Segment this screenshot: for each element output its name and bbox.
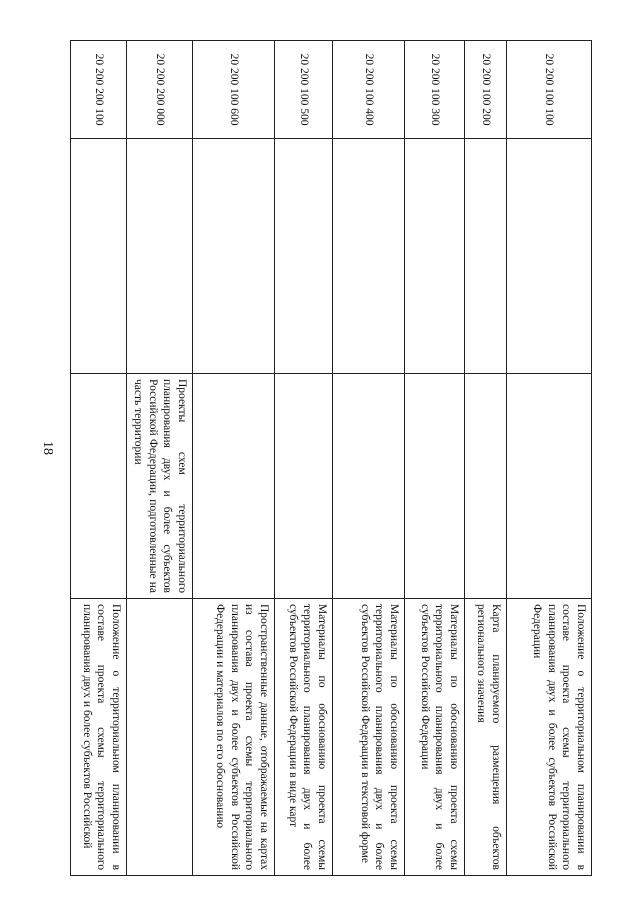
row-name xyxy=(405,374,465,599)
row-code: 20 200 100 600 xyxy=(193,41,275,139)
table-row xyxy=(405,41,465,876)
row-empty-cell xyxy=(507,139,592,374)
row-description: Пространственные данные, отображаемые на картах из состава проекта схемы территориального планирования двух и более субъектов Российской Федерации и материалов по его обоснованию xyxy=(193,599,275,876)
table-row xyxy=(507,41,592,876)
document-table xyxy=(70,40,592,876)
row-empty-cell xyxy=(405,139,465,374)
row-name xyxy=(333,374,405,599)
table-row xyxy=(193,41,275,876)
row-name xyxy=(71,374,127,599)
row-code: 20 200 100 500 xyxy=(275,41,333,139)
row-name xyxy=(465,374,507,599)
row-code: 20 200 200 100 xyxy=(71,41,127,139)
row-code: 20 200 100 400 xyxy=(333,41,405,139)
row-name xyxy=(193,374,275,599)
row-description: Материалы по обоснованию проекта схемы территориального планирования двух и более субъектов Российской Федерации в виде карт xyxy=(275,599,333,876)
row-empty-cell xyxy=(275,139,333,374)
table-row xyxy=(465,41,507,876)
row-name xyxy=(275,374,333,599)
row-empty-cell xyxy=(193,139,275,374)
row-description: Положение о территориальном планировании в составе проекта схемы территориального планирования двух и более субъектов Российской xyxy=(71,599,127,876)
row-code: 20 200 100 200 xyxy=(465,41,507,139)
table-row xyxy=(71,41,127,876)
table-row xyxy=(275,41,333,876)
row-name: Проекты схем территориального планирования двух и более субъектов Российской Федерации, подготовленные на часть территории xyxy=(127,374,193,599)
row-description: Материалы по обоснованию проекта схемы территориального планирования двух и более субъектов Российской Федерации в текстовой форме xyxy=(333,599,405,876)
row-description xyxy=(127,599,193,876)
row-description: Карта планируемого размещения объектов регионального значения xyxy=(465,599,507,876)
row-empty-cell xyxy=(465,139,507,374)
row-empty-cell xyxy=(71,139,127,374)
row-name xyxy=(507,374,592,599)
row-empty-cell xyxy=(333,139,405,374)
table-row xyxy=(333,41,405,876)
table-row xyxy=(127,41,193,876)
row-code: 20 200 200 000 xyxy=(127,41,193,139)
row-description: Положение о территориальном планировании в составе проекта схемы территориального планирования двух и более субъектов Российской Федерации xyxy=(507,599,592,876)
row-code: 20 200 100 100 xyxy=(507,41,592,139)
page-number: 18 xyxy=(40,441,55,455)
row-empty-cell xyxy=(127,139,193,374)
row-description: Материалы по обоснованию проекта схемы территориального планирования двух и более субъектов Российской Федерации xyxy=(405,599,465,876)
row-code: 20 200 100 300 xyxy=(405,41,465,139)
